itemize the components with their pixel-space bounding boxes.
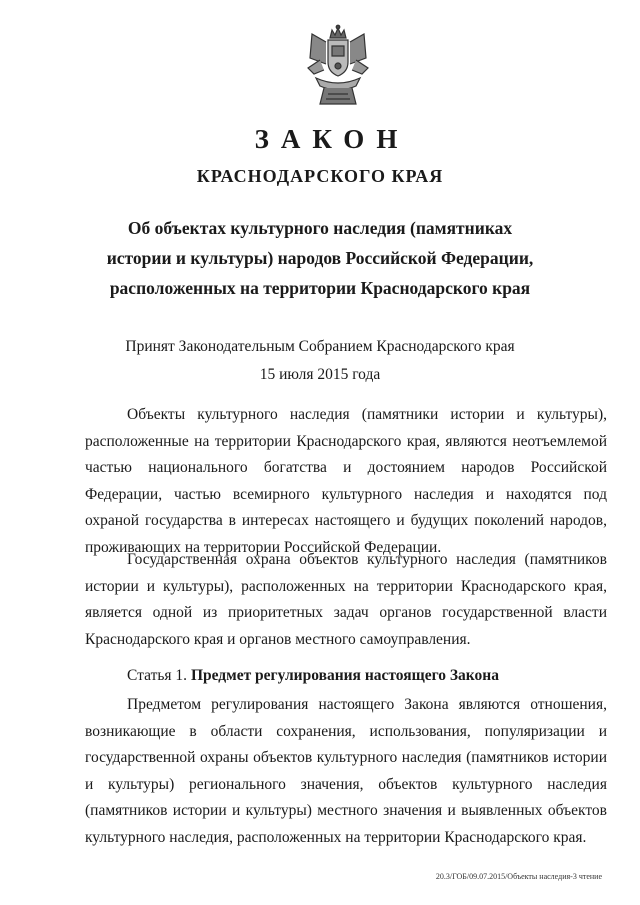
- adoption-note: [0, 333, 640, 389]
- coat-of-arms-icon: [306, 24, 370, 110]
- paragraph-text: Объекты культурного наследия (памятники истории и культуры), расположенные на территории Краснодарского края, являются неотъемлемой частью национального богатства и достоянием народов Российской Федерации, частью всемирного культурного наследия и находятся под охраной государства в интересах настоящего и будущих поколений народов, проживающих на территории Российской Федерации.: [85, 406, 607, 556]
- region-title: КРАСНОДАРСКОГО КРАЯ: [196, 166, 444, 186]
- adoption-date: 15 июля 2015 года: [259, 366, 381, 383]
- law-title: ЗАКОН: [254, 124, 410, 154]
- article-paragraph: [85, 692, 607, 851]
- subject-line: расположенных на территории Краснодарского края: [109, 278, 531, 298]
- paragraph-text: Государственная охрана объектов культурного наследия (памятников истории и культуры), расположенных на территории Краснодарского края, является одной из приоритетных задач органов государственной власти Краснодарского края и органов местного самоуправления.: [85, 551, 607, 648]
- law-subject: [0, 213, 640, 303]
- article-heading: [127, 667, 499, 685]
- adoption-body: Принят Законодательным Собранием Краснодарского края: [125, 338, 515, 355]
- article-title: Предмет регулирования настоящего Закона: [190, 667, 499, 684]
- subject-line: истории и культуры) народов Российской Федерации,: [106, 248, 534, 268]
- article-number: Статья 1.: [127, 667, 191, 684]
- subject-line: Об объектах культурного наследия (памятниках: [127, 218, 513, 238]
- preamble-paragraph: [85, 402, 607, 561]
- paragraph-text: Предметом регулирования настоящего Закона являются отношения, возникающие в области сохранения, использования, популяризации и государственной охраны объектов культурного наследия (памятников истории и культуры) регионального значения, объектов культурного наследия (памятников истории и культуры) местного значения и выявленных объектов культурного наследия, расположенных на территории Краснодарского края.: [85, 696, 607, 846]
- preamble-paragraph: [85, 547, 607, 653]
- document-footer: 20.3/ГОБ/09.07.2015/Объекты наследия-3 чтение: [435, 872, 602, 881]
